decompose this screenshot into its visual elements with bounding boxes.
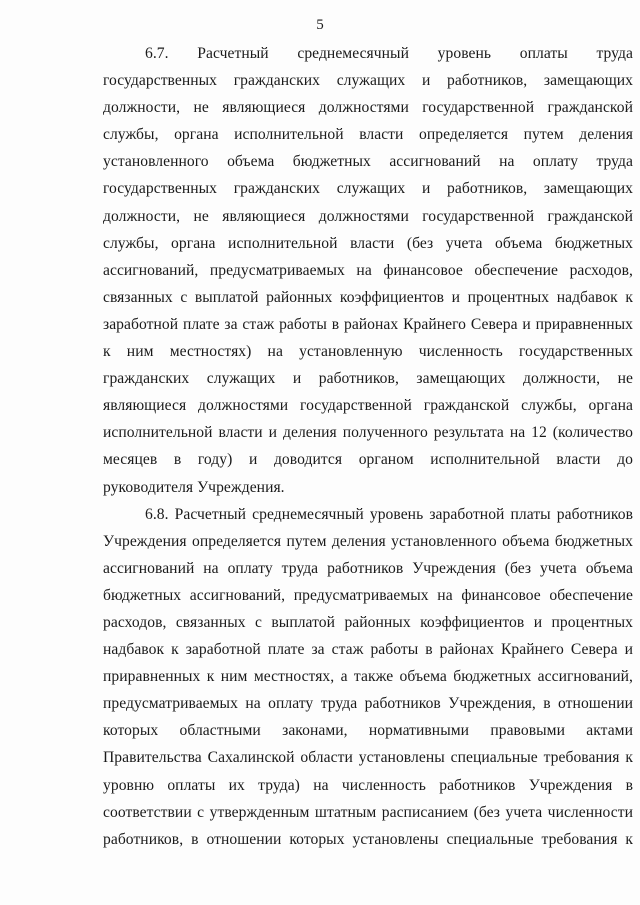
text-line: бюджетных ассигнований, предусматриваемых на финансовое обеспечение [103, 586, 633, 604]
text-line: месяцев в году) и доводится органом исполнительной власти до [103, 451, 633, 469]
text-line: надбавок к заработной плате за стаж работы в районах Крайнего Севера и [103, 641, 633, 659]
text-line: руководителя Учреждения. [103, 478, 285, 496]
paragraph-6-8 [103, 501, 633, 853]
page-number: 5 [316, 17, 324, 33]
text-line: связанных с выплатой районных коэффициентов и процентных надбавок к [103, 288, 633, 306]
text-line: 6.7. Расчетный среднемесячный уровень оплаты труда [145, 45, 633, 62]
text-line: государственных гражданских служащих и работников, замещающих [103, 72, 633, 90]
text-line: к ним местностях) на установленную численность государственных [103, 343, 633, 361]
text-line: исполнительной власти и деления полученного результата на 12 (количество [103, 424, 633, 442]
text-line: государственных гражданских служащих и работников, замещающих [103, 180, 633, 198]
text-line: являющиеся должностями государственной гражданской службы, органа [103, 397, 633, 415]
text-line: расходов, связанных с выплатой районных коэффициентов и процентных [103, 613, 633, 631]
text-line: предусматриваемых на оплату труда работников Учреждения, в отношении [103, 695, 633, 713]
text-line: должности, не являющиеся должностями государственной гражданской [103, 207, 633, 225]
text-line: гражданских служащих и работников, замещающих должности, не [103, 370, 633, 388]
text-line: установленного объема бюджетных ассигнований на оплату труда [103, 153, 633, 171]
text-line: ассигнований на оплату труда работников Учреждения (без учета объема [103, 559, 633, 577]
text-line: Учреждения определяется путем деления установленного объема бюджетных [103, 532, 633, 550]
text-line: которых областными законами, нормативными правовыми актами [103, 722, 633, 740]
text-line: службы, органа исполнительной власти определяется путем деления [103, 126, 633, 144]
paragraph-6-7 [103, 40, 633, 501]
text-line: службы, органа исполнительной власти (без учета объема бюджетных [103, 234, 633, 252]
text-line: приравненных к ним местностях, а также объема бюджетных ассигнований, [103, 668, 633, 686]
text-line: соответствии с утвержденным штатным расписанием (без учета численности [103, 803, 633, 821]
text-line: заработной плате за стаж работы в районах Крайнего Севера и приравненных [103, 315, 633, 333]
document-body [103, 40, 633, 853]
text-line: 6.8. Расчетный среднемесячный уровень заработной платы работников [145, 505, 633, 523]
text-line: уровню оплаты их труда) на численность работников Учреждения в [103, 776, 633, 794]
text-line: Правительства Сахалинской области установлены специальные требования к [103, 749, 633, 767]
text-line: должности, не являющиеся должностями государственной гражданской [103, 99, 633, 117]
text-line: ассигнований, предусматриваемых на финансовое обеспечение расходов, [103, 261, 633, 279]
text-line: работников, в отношении которых установлены специальные требования к [103, 830, 633, 848]
